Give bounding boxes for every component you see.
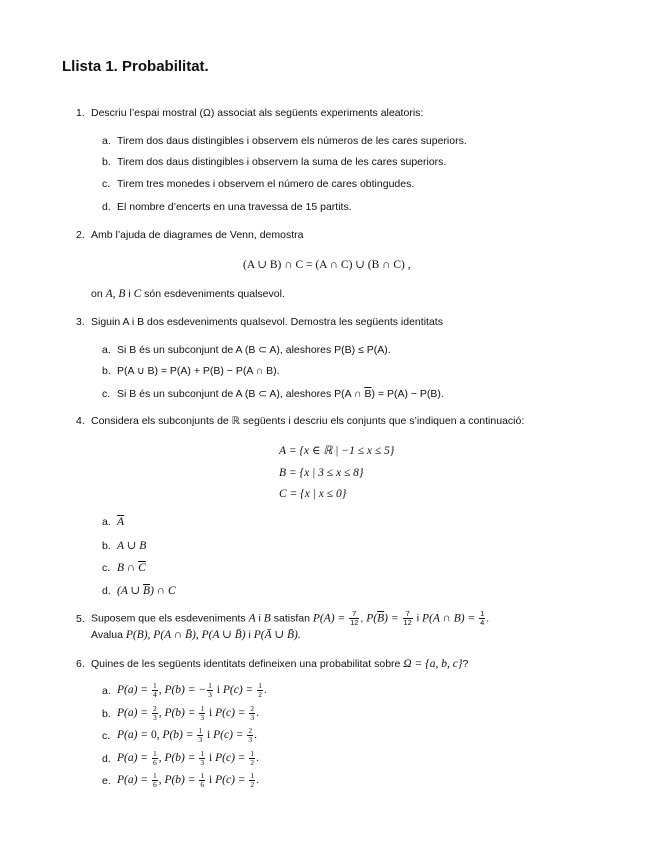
text-fragment: ) = P(A) − P(B).	[371, 388, 444, 400]
math-fragment: P(a) =	[117, 684, 151, 697]
math-fragment: A	[248, 612, 256, 625]
math-fragment: i	[206, 774, 216, 787]
math-fragment: P(c) =	[213, 729, 247, 742]
problem-1-item-label: b.	[102, 156, 111, 168]
overline-fragment: $\overline{C}$	[138, 562, 146, 574]
fraction-numerator: 2	[152, 704, 157, 713]
problem-4-item-label: d.	[102, 585, 111, 597]
fraction: $\frac{7}{12}$	[350, 609, 359, 627]
math-fragment: ,	[158, 707, 165, 720]
math-fragment: C	[133, 288, 142, 300]
math-fragment: 0	[150, 729, 157, 742]
text-fragment: i	[245, 629, 254, 641]
fraction-numerator: 1	[200, 749, 205, 758]
math-fragment: i	[204, 729, 214, 742]
math-fragment: P(c) =	[222, 684, 257, 697]
overline-fragment: $\overline{B}$	[364, 388, 372, 400]
set-definition: A = {x ∈ ℝ | −1 ≤ x ≤ 5}	[279, 445, 395, 457]
fraction-numerator: 1	[208, 681, 212, 690]
fraction-denominator: 3	[208, 690, 212, 699]
fraction	[199, 750, 205, 767]
math-fragment: .	[256, 774, 260, 787]
problem-3-item-text: P(A ∪ B) = P(A) + P(B) − P(A ∩ B).	[117, 365, 280, 377]
math-fragment: i	[206, 707, 216, 720]
math-fragment: P(c) =	[215, 774, 249, 787]
fraction	[199, 772, 205, 789]
problem-3-number: 3.	[76, 316, 85, 328]
problem-3-text: Siguin A i B dos esdeveniments qualsevol. Demostra les següents identitats	[91, 316, 443, 328]
fraction-numerator: 1	[152, 749, 157, 758]
problem-6-number: 6.	[76, 658, 85, 670]
text-fragment: són esdeveniments qualsevol.	[141, 288, 285, 300]
text-fragment: Quines de les següents identitats defineixen una probabilitat sobre	[91, 658, 404, 670]
problem-3-item-label: b.	[102, 365, 111, 377]
fraction	[249, 772, 255, 789]
math-fragment: P(Ā ∪ B̄).	[253, 629, 301, 641]
problem-5-line-1: Suposem que els esdeveniments A i B satisfan P(A) = $\frac{7}{12}$ , $P(\overline{B})$ = $\frac{7}{12}$ i P(A ∩ B) = $\frac{1}{4}$ .	[91, 609, 490, 627]
text-fragment: on	[91, 288, 106, 300]
problem-1-item-label: d.	[102, 201, 111, 213]
fraction-denominator: 2	[250, 780, 255, 789]
overline-fragment: $\overline{A}$	[117, 516, 125, 528]
problem-1-item-text: El nombre d’encerts en una travessa de 15 partits.	[117, 201, 352, 213]
problem-4-item-expr	[117, 561, 146, 575]
math-fragment: P(B), P(A ∩ B̄), P(A ∪ B̄)	[125, 629, 246, 641]
fraction	[249, 705, 255, 722]
problem-5-line-2	[91, 628, 301, 642]
problem-4-text: Considera els subconjunts de ℝ següents i descriu els conjunts que s’indiquen a continuació:	[91, 415, 525, 427]
fraction-numerator: 2	[248, 726, 253, 735]
problem-4-number: 4.	[76, 415, 85, 427]
math-fragment: P(b) =	[164, 774, 199, 787]
math-fragment: P(a) =	[117, 729, 151, 742]
problem-3-item-label: a.	[102, 344, 111, 356]
text-fragment: i	[255, 612, 264, 625]
math-fragment: P(A ∩ B) =	[422, 612, 479, 625]
problem-6-item-expr	[117, 772, 259, 789]
math-fragment: i	[206, 752, 216, 765]
fraction-numerator: 1	[200, 704, 205, 713]
fraction-numerator: 1	[258, 681, 262, 690]
problem-6-text	[91, 657, 468, 671]
problem-6-item-label: a.	[102, 685, 111, 697]
math-fragment: P(c) =	[215, 752, 249, 765]
math-fragment: ,	[158, 752, 165, 765]
math-fragment: P(a) =	[117, 752, 151, 765]
problem-6-item-label: c.	[102, 730, 111, 742]
problem-6-item-label: b.	[102, 708, 111, 720]
problem-4-item-expr	[117, 584, 176, 598]
fraction: $\frac{1}{4}$	[480, 609, 485, 627]
fraction-numerator: 1	[152, 681, 157, 690]
fraction-denominator: 3	[200, 758, 205, 767]
problem-6-item-expr	[117, 750, 259, 767]
problem-1-number: 1.	[76, 107, 85, 119]
text-fragment: Suposem que els esdeveniments	[91, 612, 249, 625]
problem-3-item-label: c.	[102, 388, 111, 400]
fraction	[207, 682, 213, 699]
text-fragment: i	[413, 612, 423, 625]
fraction-numerator: 1	[250, 749, 255, 758]
problem-5-number: 5.	[76, 613, 85, 625]
fraction-numerator: 2	[250, 704, 255, 713]
problem-6-item-expr	[117, 705, 259, 722]
fraction-numerator: 1	[250, 771, 255, 780]
math-fragment: B ∩	[117, 562, 139, 574]
fraction-numerator: 1	[152, 771, 157, 780]
problem-1-item-text: Tirem dos daus distingibles i observem els números de les cares superiors.	[117, 135, 467, 147]
problem-2-after	[91, 287, 285, 301]
problem-3-item-text: Si B és un subconjunt de A (B ⊂ A), aleshores P(B) ≤ P(A).	[117, 344, 391, 356]
fraction-denominator: 2	[258, 690, 262, 699]
fraction	[199, 705, 205, 722]
fraction	[152, 750, 158, 767]
math-fragment: P(A) =	[312, 612, 349, 625]
math-fragment: P(	[366, 612, 378, 625]
text-fragment: satisfan	[270, 612, 313, 625]
math-fragment: P(a) =	[117, 774, 151, 787]
fraction-denominator: 3	[198, 735, 203, 744]
fraction	[152, 682, 158, 699]
math-fragment: ) =	[384, 612, 402, 625]
page-title: Llista 1. Probabilitat.	[62, 58, 209, 75]
problem-4-item-label: b.	[102, 540, 111, 552]
fraction	[152, 705, 158, 722]
math-fragment: Ω = {a, b, c}	[403, 658, 463, 670]
fraction-numerator: 1	[200, 771, 205, 780]
fraction	[249, 750, 255, 767]
fraction-denominator: 3	[248, 735, 253, 744]
math-fragment: ,	[156, 729, 163, 742]
fraction-denominator: 3	[250, 713, 255, 722]
math-fragment: ) ∩ C	[150, 585, 176, 597]
math-fragment: (A ∪	[117, 585, 144, 597]
math-fragment: P(c) =	[215, 707, 249, 720]
fraction-numerator: 1	[198, 726, 203, 735]
math-fragment: P(b) =	[164, 707, 199, 720]
problem-3-item-text	[117, 387, 444, 401]
problem-6-item-label: d.	[102, 753, 111, 765]
problem-2-equation: (A ∪ B) ∩ C = (A ∩ C) ∪ (B ∩ C) ,	[243, 259, 411, 271]
fraction-denominator: 6	[152, 758, 157, 767]
problem-1-text: Descriu l’espai mostral (Ω) associat als següents experiments aleatoris:	[91, 107, 424, 119]
text-fragment: i	[125, 288, 134, 300]
text-fragment: ?	[462, 658, 469, 670]
math-fragment: .	[254, 729, 258, 742]
set-definition: C = {x | x ≤ 0}	[279, 488, 347, 500]
problem-2-text: Amb l’ajuda de diagrames de Venn, demostra	[91, 229, 304, 241]
problem-2-number: 2.	[76, 229, 85, 241]
problem-4-item-label: a.	[102, 516, 111, 528]
math-fragment: A, B	[105, 288, 126, 300]
fraction	[257, 682, 263, 699]
problem-6-item-label: e.	[102, 775, 111, 787]
text-fragment: Avalua	[91, 629, 126, 641]
fraction	[152, 772, 158, 789]
fraction-denominator: 3	[152, 713, 157, 722]
fraction	[247, 727, 253, 744]
fraction-denominator: 6	[200, 780, 205, 789]
fraction: $\frac{7}{12}$	[403, 609, 412, 627]
math-fragment: i	[213, 684, 223, 697]
math-fragment: P(b) =	[164, 752, 199, 765]
math-fragment: P(b) = −	[164, 684, 207, 697]
math-fragment: .	[263, 684, 267, 697]
overline-fragment: $\overline{B}$	[377, 612, 385, 625]
problem-1-item-label: c.	[102, 178, 111, 190]
math-fragment: .	[256, 707, 260, 720]
fraction	[197, 727, 203, 744]
fraction-denominator: 2	[250, 758, 255, 767]
fraction-denominator: 3	[200, 713, 205, 722]
problem-6-item-expr	[117, 682, 267, 699]
math-fragment: P(a) =	[117, 707, 151, 720]
problem-1-item-text: Tirem dos daus distingibles i observem la suma de les cares superiors.	[117, 156, 447, 168]
problem-4-item-label: c.	[102, 562, 111, 574]
math-fragment: ,	[158, 774, 165, 787]
overline-fragment: $\overline{B}$	[143, 585, 151, 597]
problem-6-item-expr	[117, 727, 257, 744]
set-definition: B = {x | 3 ≤ x ≤ 8}	[279, 467, 364, 479]
math-fragment: ,	[158, 684, 165, 697]
math-fragment: B	[263, 612, 271, 625]
problem-1-item-label: a.	[102, 135, 111, 147]
math-fragment: .	[256, 752, 260, 765]
problem-4-item-expr	[117, 515, 124, 529]
math-fragment: P(b) =	[162, 729, 197, 742]
problem-4-item-expr: A ∪ B	[117, 540, 147, 552]
fraction-denominator: 4	[152, 690, 157, 699]
fraction-denominator: 6	[152, 780, 157, 789]
problem-1-item-text: Tirem tres monedes i observem el número de cares obtingudes.	[117, 178, 415, 190]
text-fragment: Si B és un subconjunt de A (B ⊂ A), aleshores P(A ∩	[117, 388, 365, 400]
